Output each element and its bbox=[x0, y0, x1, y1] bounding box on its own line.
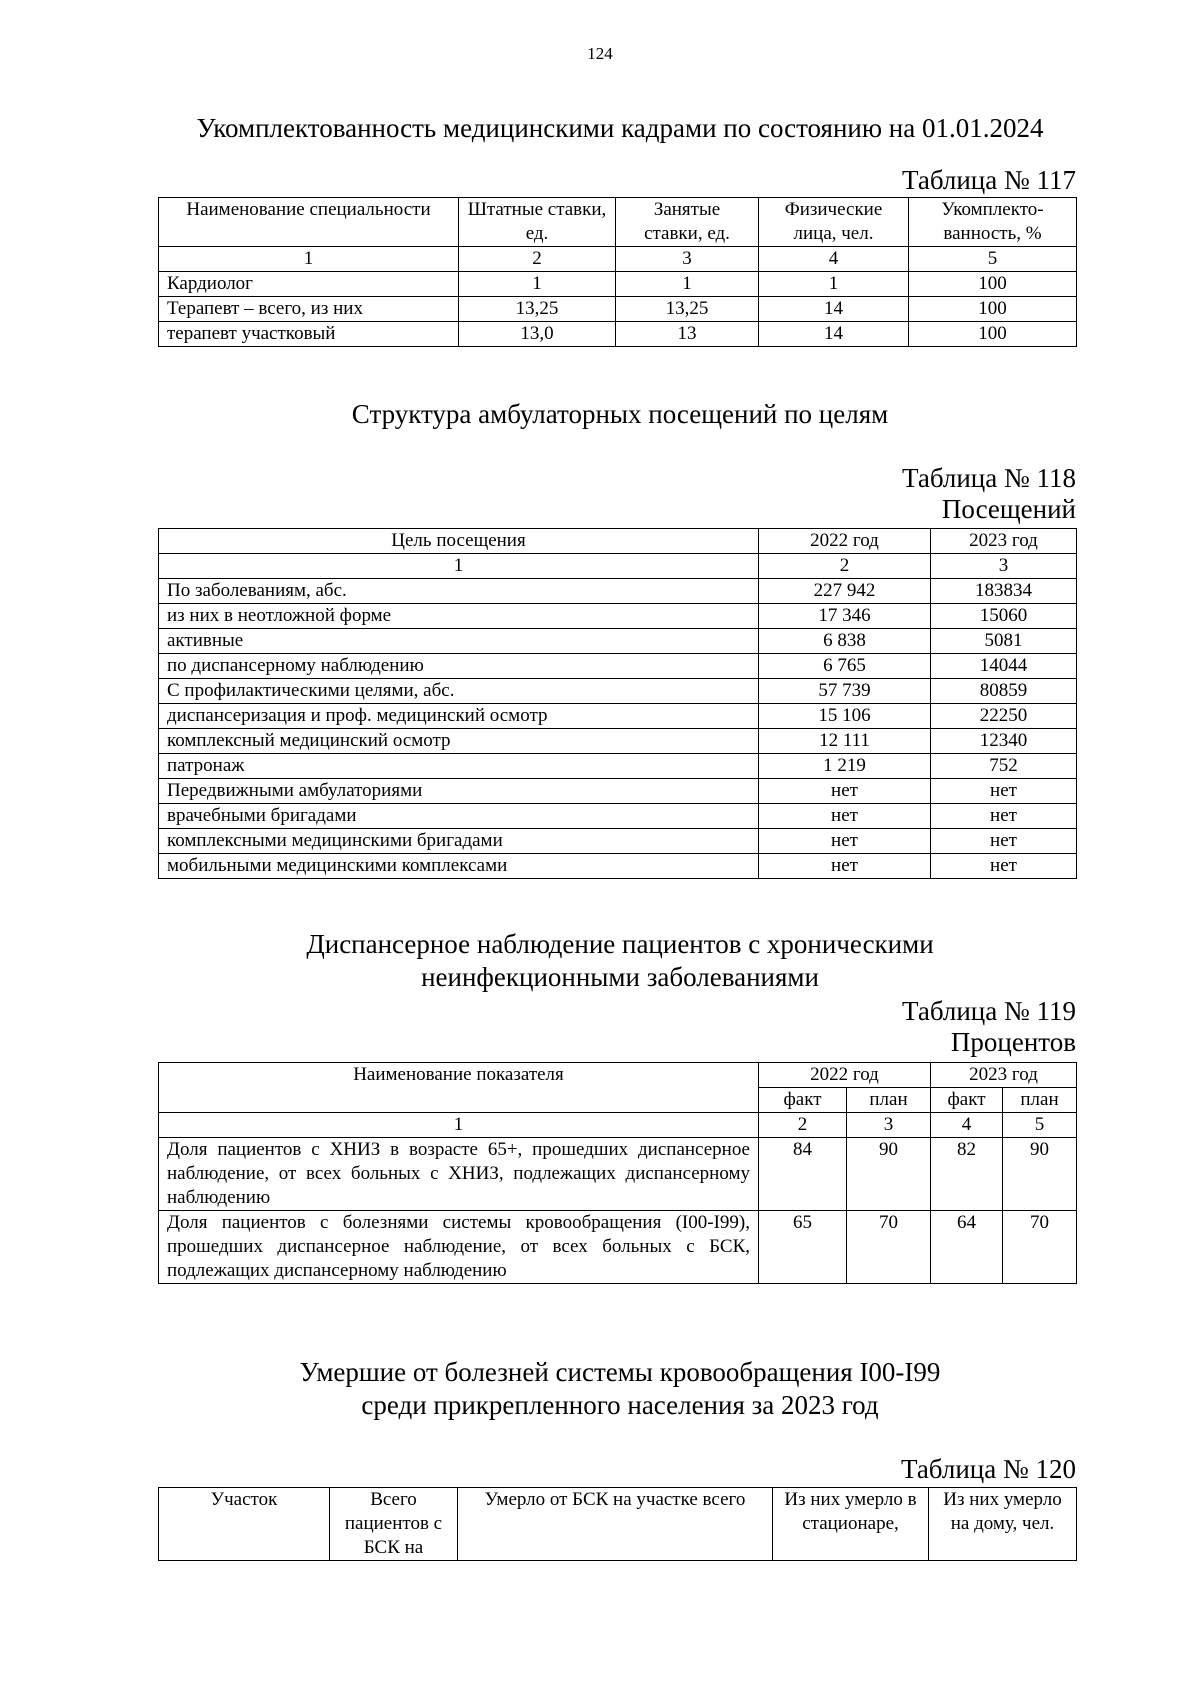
purpose-cell: диспансеризация и проф. медицинский осмотр bbox=[159, 704, 759, 729]
header-cell: 2023 год bbox=[931, 529, 1077, 554]
plan-header: план bbox=[847, 1088, 931, 1113]
header-cell: Из них умерло в стационаре, bbox=[773, 1488, 929, 1561]
purpose-cell: Передвижными амбулаториями bbox=[159, 779, 759, 804]
table-119-unit: Процентов bbox=[950, 1027, 1076, 1057]
col-number: 4 bbox=[931, 1113, 1003, 1138]
table-row bbox=[159, 729, 1077, 754]
value-cell: 13,25 bbox=[616, 297, 759, 322]
value-cell: 5081 bbox=[931, 629, 1077, 654]
col-number: 5 bbox=[909, 247, 1077, 272]
table-120-label: Таблица № 120 bbox=[901, 1454, 1076, 1484]
value-cell: нет bbox=[759, 854, 931, 879]
value-cell: 14 bbox=[759, 322, 909, 347]
value-cell: 100 bbox=[909, 297, 1077, 322]
header-year-2023: 2023 год bbox=[931, 1063, 1077, 1088]
table-120-heading-line1: Умершие от болезней системы кровообращения I00-I99 bbox=[299, 1357, 941, 1387]
header-year-2022: 2022 год bbox=[759, 1063, 931, 1088]
purpose-cell: комплексный медицинский осмотр bbox=[159, 729, 759, 754]
table-row bbox=[159, 804, 1077, 829]
value-cell: 15 106 bbox=[759, 704, 931, 729]
value-cell: 17 346 bbox=[759, 604, 931, 629]
purpose-cell: активные bbox=[159, 629, 759, 654]
value-cell: 100 bbox=[909, 322, 1077, 347]
table-119-heading-line1: Диспансерное наблюдение пациентов с хроническими bbox=[306, 929, 934, 959]
specialty-cell: Терапевт – всего, из них bbox=[159, 297, 459, 322]
value-cell: 14044 bbox=[931, 654, 1077, 679]
value-cell: 6 765 bbox=[759, 654, 931, 679]
value-cell: 22250 bbox=[931, 704, 1077, 729]
fact-header: факт bbox=[759, 1088, 847, 1113]
table-row bbox=[159, 579, 1077, 604]
value-cell: 90 bbox=[847, 1138, 931, 1211]
value-cell: 70 bbox=[1003, 1211, 1077, 1284]
table-row bbox=[159, 322, 1077, 347]
col-number: 1 bbox=[159, 1113, 759, 1138]
column-number-row bbox=[159, 554, 1077, 579]
value-cell: 80859 bbox=[931, 679, 1077, 704]
purpose-cell: врачебными бригадами bbox=[159, 804, 759, 829]
value-cell: нет bbox=[931, 829, 1077, 854]
table-119 bbox=[158, 1062, 1077, 1284]
header-cell: Цель посещения bbox=[159, 529, 759, 554]
header-cell: Занятые ставки, ед. bbox=[616, 198, 759, 247]
table-row bbox=[159, 779, 1077, 804]
table-row bbox=[159, 854, 1077, 879]
table-117-heading: Укомплектованность медицинскими кадрами по состоянию на 01.01.2024 bbox=[196, 113, 1044, 143]
value-cell: 6 838 bbox=[759, 629, 931, 654]
value-cell: 65 bbox=[759, 1211, 847, 1284]
indicator-cell: Доля пациентов с ХНИЗ в возрасте 65+, прошедших диспансерное наблюдение, от всех больных с ХНИЗ, подлежащих диспансерному наблюдению bbox=[159, 1138, 759, 1211]
table-118-label: Таблица № 118 bbox=[902, 463, 1076, 493]
header-cell: 2022 год bbox=[759, 529, 931, 554]
header-cell: Наименование специальности bbox=[159, 198, 459, 247]
plan-header: план bbox=[1003, 1088, 1077, 1113]
value-cell: 13 bbox=[616, 322, 759, 347]
specialty-cell: Кардиолог bbox=[159, 272, 459, 297]
table-header-row bbox=[159, 1488, 1077, 1561]
col-number: 5 bbox=[1003, 1113, 1077, 1138]
value-cell: 1 bbox=[759, 272, 909, 297]
value-cell: 13,0 bbox=[459, 322, 616, 347]
value-cell: нет bbox=[931, 804, 1077, 829]
table-header-row bbox=[159, 529, 1077, 554]
table-row bbox=[159, 679, 1077, 704]
value-cell: 227 942 bbox=[759, 579, 931, 604]
table-120-heading-line2: среди прикрепленного населения за 2023 год bbox=[361, 1390, 879, 1420]
header-cell: Умерло от БСК на участке всего bbox=[458, 1488, 773, 1561]
purpose-cell: По заболеваниям, абс. bbox=[159, 579, 759, 604]
header-cell: Наименование показателя bbox=[159, 1063, 759, 1113]
header-cell: Штатные ставки, ед. bbox=[459, 198, 616, 247]
col-number: 3 bbox=[931, 554, 1077, 579]
value-cell: 183834 bbox=[931, 579, 1077, 604]
value-cell: нет bbox=[931, 779, 1077, 804]
table-row bbox=[159, 272, 1077, 297]
table-row bbox=[159, 629, 1077, 654]
specialty-cell: терапевт участковый bbox=[159, 322, 459, 347]
table-120 bbox=[158, 1487, 1077, 1561]
table-row bbox=[159, 704, 1077, 729]
value-cell: 1 bbox=[459, 272, 616, 297]
purpose-cell: из них в неотложной форме bbox=[159, 604, 759, 629]
column-number-row bbox=[159, 1113, 1077, 1138]
fact-header: факт bbox=[931, 1088, 1003, 1113]
page-number: 124 bbox=[587, 44, 613, 63]
value-cell: 13,25 bbox=[459, 297, 616, 322]
col-number: 1 bbox=[159, 554, 759, 579]
table-119-heading-line2: неинфекционными заболеваниями bbox=[421, 962, 819, 992]
table-row bbox=[159, 604, 1077, 629]
value-cell: 100 bbox=[909, 272, 1077, 297]
table-header-row bbox=[159, 1063, 1077, 1088]
value-cell: нет bbox=[759, 829, 931, 854]
table-118 bbox=[158, 528, 1077, 879]
value-cell: 70 bbox=[847, 1211, 931, 1284]
value-cell: 57 739 bbox=[759, 679, 931, 704]
column-number-row bbox=[159, 247, 1077, 272]
value-cell: нет bbox=[931, 854, 1077, 879]
table-row bbox=[159, 754, 1077, 779]
indicator-cell: Доля пациентов с болезнями системы кровообращения (I00-I99), прошедших диспансерное наблюдение, от всех больных с БСК, подлежащих диспансерному наблюдению bbox=[159, 1211, 759, 1284]
value-cell: 12 111 bbox=[759, 729, 931, 754]
purpose-cell: мобильными медицинскими комплексами bbox=[159, 854, 759, 879]
table-119-label: Таблица № 119 bbox=[902, 996, 1076, 1026]
table-118-unit: Посещений bbox=[941, 494, 1076, 524]
value-cell: 14 bbox=[759, 297, 909, 322]
col-number: 4 bbox=[759, 247, 909, 272]
purpose-cell: С профилактическими целями, абс. bbox=[159, 679, 759, 704]
value-cell: 64 bbox=[931, 1211, 1003, 1284]
header-cell: Из них умерло на дому, чел. bbox=[929, 1488, 1077, 1561]
table-row bbox=[159, 654, 1077, 679]
table-row bbox=[159, 297, 1077, 322]
table-row bbox=[159, 1138, 1077, 1211]
col-number: 2 bbox=[759, 1113, 847, 1138]
col-number: 2 bbox=[759, 554, 931, 579]
value-cell: нет bbox=[759, 804, 931, 829]
purpose-cell: патронаж bbox=[159, 754, 759, 779]
col-number: 2 bbox=[459, 247, 616, 272]
header-cell: Участок bbox=[159, 1488, 330, 1561]
col-number: 1 bbox=[159, 247, 459, 272]
table-117 bbox=[158, 197, 1077, 347]
value-cell: 82 bbox=[931, 1138, 1003, 1211]
header-cell: Укомплекто-ванность, % bbox=[909, 198, 1077, 247]
value-cell: нет bbox=[759, 779, 931, 804]
value-cell: 84 bbox=[759, 1138, 847, 1211]
value-cell: 752 bbox=[931, 754, 1077, 779]
table-row bbox=[159, 1211, 1077, 1284]
table-header-row bbox=[159, 198, 1077, 247]
header-cell: Всего пациентов с БСК на bbox=[330, 1488, 458, 1561]
col-number: 3 bbox=[847, 1113, 931, 1138]
value-cell: 1 bbox=[616, 272, 759, 297]
header-cell: Физические лица, чел. bbox=[759, 198, 909, 247]
table-117-label: Таблица № 117 bbox=[902, 165, 1076, 195]
value-cell: 1 219 bbox=[759, 754, 931, 779]
purpose-cell: по диспансерному наблюдению bbox=[159, 654, 759, 679]
value-cell: 15060 bbox=[931, 604, 1077, 629]
col-number: 3 bbox=[616, 247, 759, 272]
table-118-heading: Структура амбулаторных посещений по целям bbox=[351, 399, 889, 429]
value-cell: 12340 bbox=[931, 729, 1077, 754]
value-cell: 90 bbox=[1003, 1138, 1077, 1211]
table-row bbox=[159, 829, 1077, 854]
purpose-cell: комплексными медицинскими бригадами bbox=[159, 829, 759, 854]
